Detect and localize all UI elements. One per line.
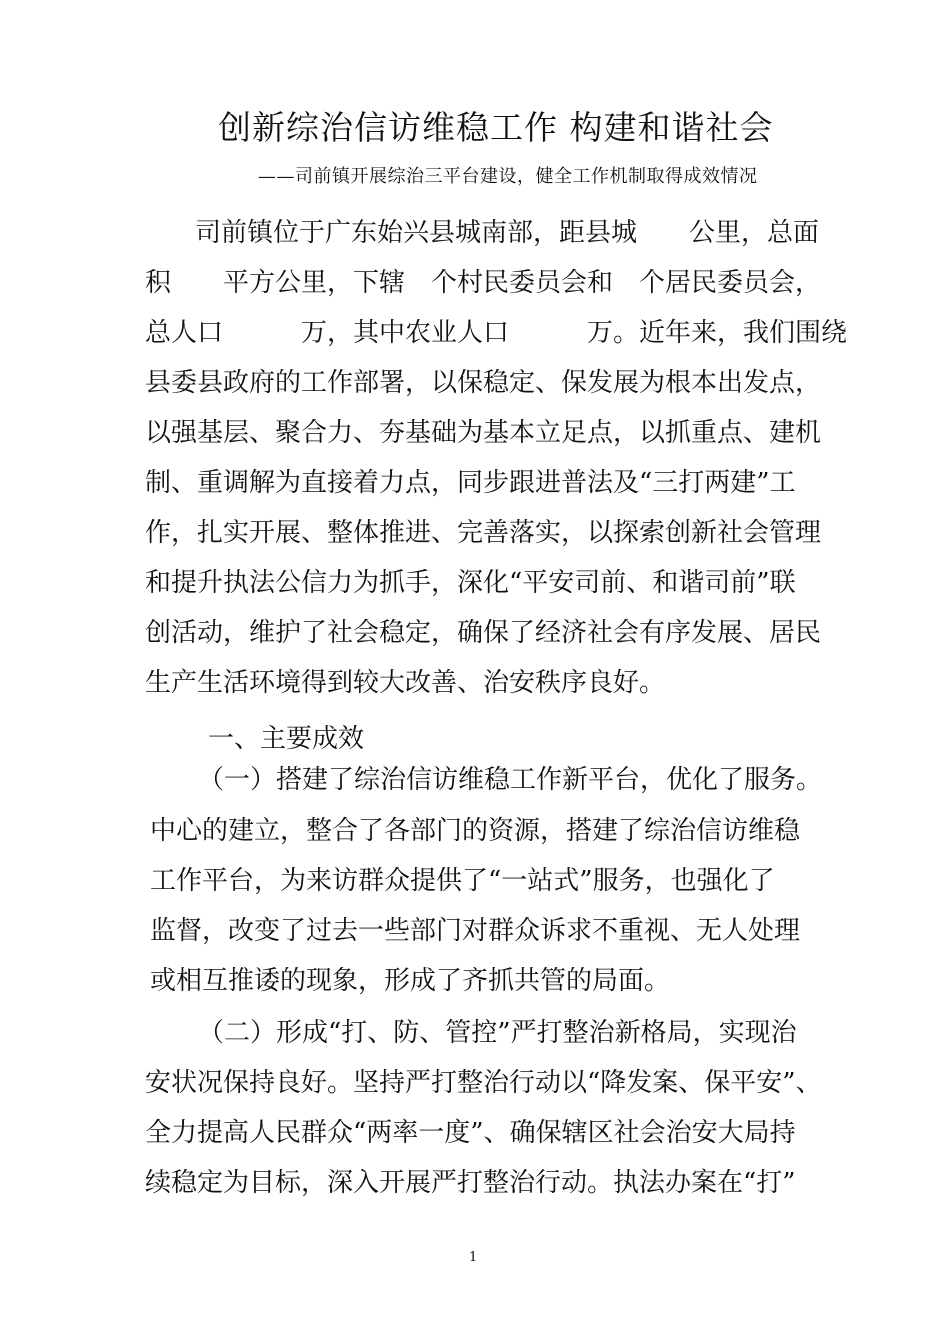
document-subtitle: ——司前镇开展综治三平台建设，健全工作机制取得成效情况 [258, 166, 758, 187]
document-title: 创新综治信访维稳工作 构建和谐社会 [218, 108, 774, 147]
paragraph-line: 续稳定为目标，深入开展严打整治行动。执法办案在“打” [145, 1168, 796, 1198]
paragraph-line: （一）搭建了综治信访维稳工作新平台，优化了服务。 [198, 765, 823, 795]
paragraph-line: 县委县政府的工作部署，以保稳定、保发展为根本出发点， [145, 368, 822, 398]
paragraph-line: 和提升执法公信力为抓手，深化“平安司前、和谐司前”联 [145, 568, 796, 598]
section-heading: 一、主要成效 [208, 724, 365, 754]
paragraph-line: 中心的建立，整合了各部门的资源，搭建了综治信访维稳 [150, 816, 801, 846]
paragraph-line: 总人口 万，其中农业人口 万。近年来，我们围绕 [145, 318, 848, 348]
paragraph-line: 作，扎实开展、整体推进、完善落实，以探索创新社会管理 [145, 518, 822, 548]
paragraph-line: 积 平方公里，下辖 个村民委员会和 个居民委员会， [145, 268, 822, 298]
paragraph-line: 创活动，维护了社会稳定，确保了经济社会有序发展、居民 [145, 618, 822, 648]
paragraph-line: 或相互推诿的现象，形成了齐抓共管的局面。 [150, 966, 671, 996]
paragraph-line: 以强基层、聚合力、夯基础为基本立足点，以抓重点、建机 [145, 418, 822, 448]
paragraph-line: 生产生活环境得到较大改善、治安秩序良好。 [145, 668, 666, 698]
paragraph-line: （二）形成“打、防、管控”严打整治新格局，实现治 [198, 1018, 797, 1048]
paragraph-line: 监督，改变了过去一些部门对群众诉求不重视、无人处理 [150, 916, 801, 946]
paragraph-line: 制、重调解为直接着力点，同步跟进普法及“三打两建”工 [145, 468, 796, 498]
page-number: 1 [469, 1250, 478, 1265]
paragraph-line: 司前镇位于广东始兴县城南部，距县城 公里，总面 [195, 218, 820, 248]
paragraph-line: 全力提高人民群众“两率一度”、确保辖区社会治安大局持 [145, 1118, 796, 1148]
paragraph-line: 工作平台，为来访群众提供了“一站式”服务，也强化了 [150, 866, 775, 896]
paragraph-line: 安状况保持良好。坚持严打整治行动以“降发案、保平安”、 [145, 1068, 822, 1098]
